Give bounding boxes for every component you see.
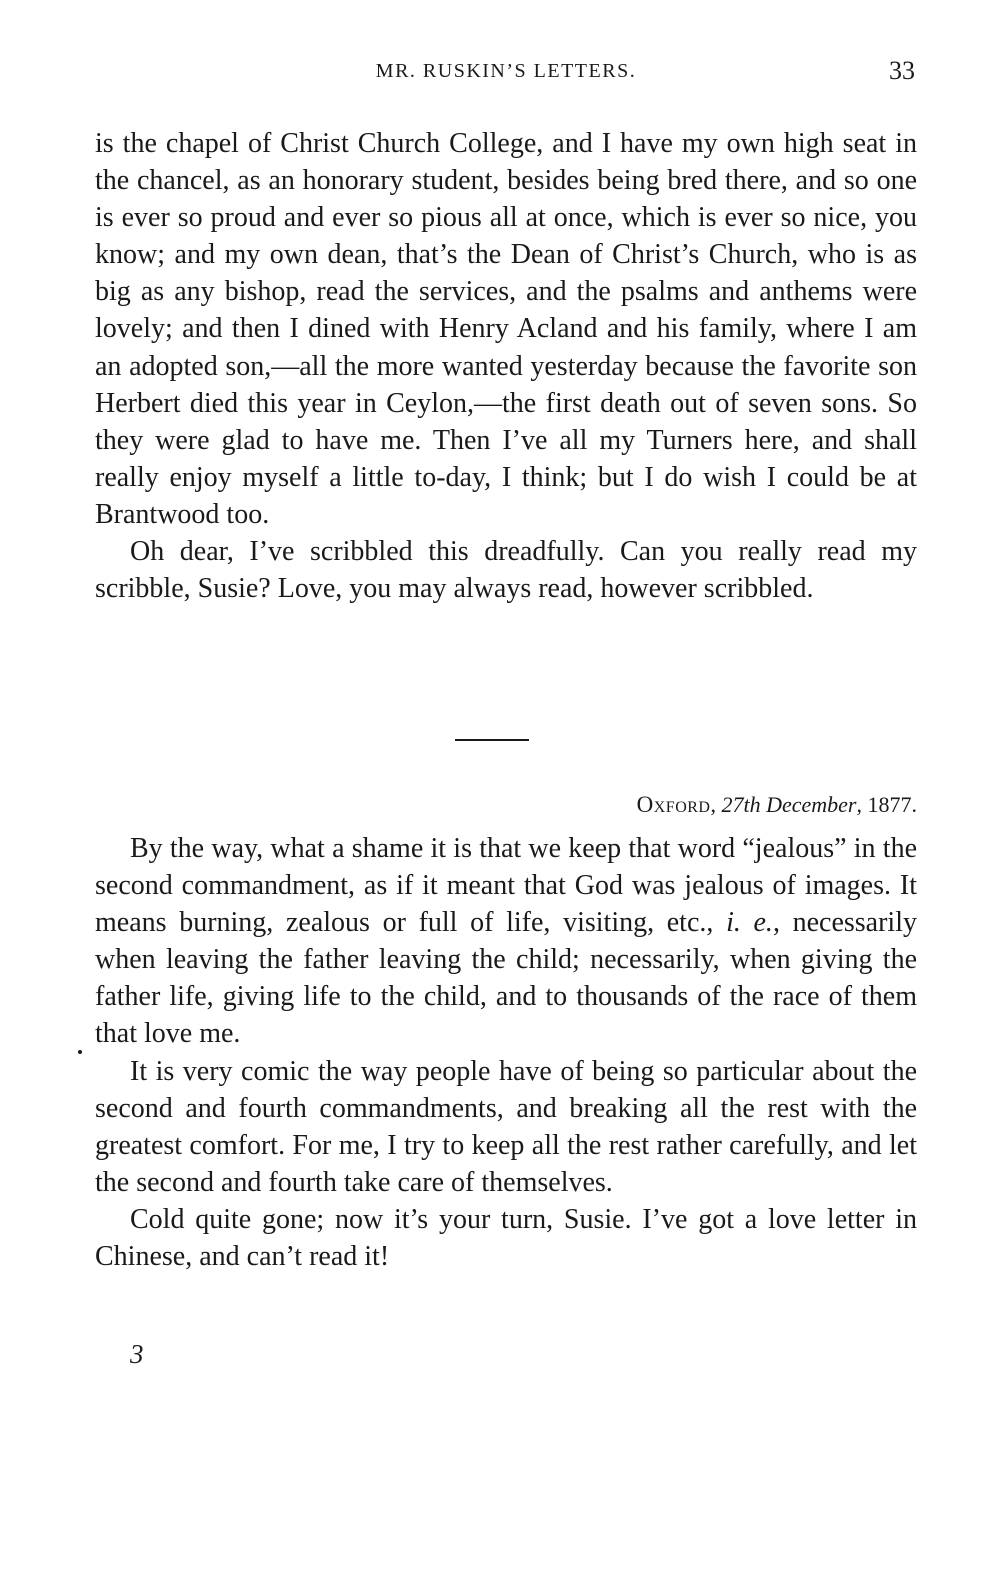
letter-1-paragraph-1: is the chapel of Christ Church College, and I have my own high seat in the chancel, as an honorary student, besides being bred there, and so one is ever so proud and ever so pious all at once, which is ever so nice, you know; and my own dean, that’s the Dean of Christ’s Church, who is as big as any bishop, read the services, and the psalms and anthems were lovely; and then I dined with Henry Acland and his family, where I am an adopted son,—all the more wanted yesterday because the favorite son Herbert died this year in Ceylon,—the first death out of seven sons. So they were glad to have me. Then I’ve all my Turners here, and shall really enjoy myself a little to-day, I think; but I do wish I could be at Brantwood too. [95, 128, 917, 530]
letter-2-paragraph-2: It is very comic the way people have of being so particular about the second and fourth commandments, and breaking all the rest with the greatest comfort. For me, I try to keep all the rest rather carefully, and let the second and fourth take care of themselves. [95, 1055, 917, 1198]
margin-ink-dot [78, 1050, 82, 1054]
letter-2-paragraph-1 [95, 830, 917, 1053]
letter-2-body [95, 830, 917, 1275]
dateline-year: 1877. [867, 792, 917, 817]
letter-1-body [95, 125, 917, 607]
dateline-date: 27th December [721, 792, 857, 817]
dateline-place: Oxford [636, 792, 711, 817]
running-title: MR. RUSKIN’S LETTERS. [375, 60, 637, 82]
letter-2-paragraph-1-ie: i. e. [726, 907, 773, 939]
letter-1-paragraph-2: Oh dear, I’ve scribbled this dreadfully. Can you really read my scribble, Susie? Love, you may always read, however scribbled. [95, 536, 917, 605]
page-number: 33 [889, 56, 915, 85]
letter-2-paragraph-1-end: , necessarily when leaving the father leaving the child; necessarily, when giving the father life, giving life to the child, and to thousands of the race of them that love me. [95, 907, 917, 1050]
running-header [95, 58, 917, 92]
letter-2-dateline: Oxford, 27th December, 1877. [636, 792, 917, 817]
letter-2-paragraph-1-start: By the way, what a shame it is that we keep that word “jealous” in the second commandment, as if it meant that God was jealous of images. It means burning, zealous or full of life, visiting, etc., [95, 833, 917, 939]
letter-2-paragraph-3: Cold quite gone; now it’s your turn, Susie. I’ve got a love letter in Chinese, and can’t read it! [95, 1203, 917, 1273]
printer-signature-mark: 3 [130, 1339, 144, 1369]
section-divider-rule [455, 739, 529, 741]
